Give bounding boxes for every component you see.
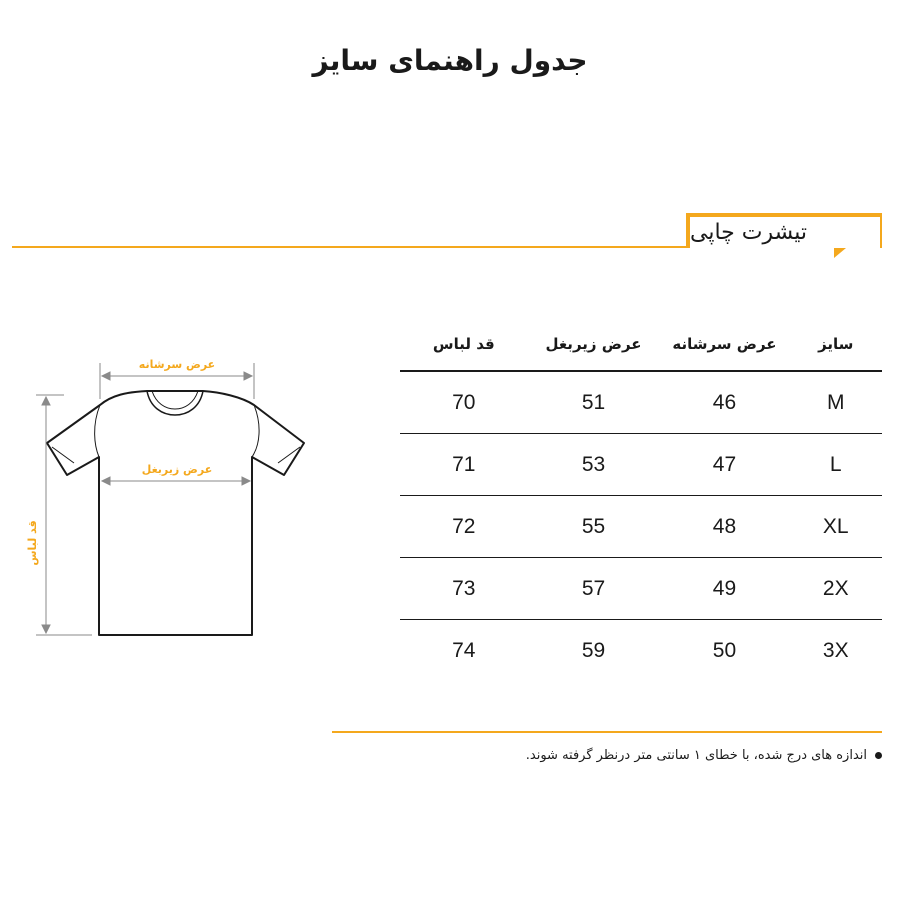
cell-size: 3X — [822, 638, 849, 662]
table-row — [400, 496, 882, 558]
cell-chest: 59 — [581, 638, 606, 662]
header-size: سایز — [790, 318, 883, 371]
cell-shoulder: 47 — [659, 434, 789, 496]
cell-length: 73 — [400, 558, 528, 620]
cell-length: 70 — [400, 371, 528, 434]
cell-shoulder: 46 — [659, 371, 789, 434]
measurement-note — [526, 748, 882, 763]
cell-size: 2X — [790, 558, 883, 620]
cell-shoulder: 50 — [712, 638, 737, 662]
table-header-row — [400, 318, 882, 371]
header-length: قد لباس — [400, 318, 528, 371]
header-chest-width: عرض زیربغل — [528, 318, 660, 371]
chest-label: عرض زیربغل — [141, 463, 213, 476]
cell-length: 72 — [400, 496, 528, 558]
shoulder-label: عرض سرشانه — [138, 358, 216, 371]
cell-shoulder: 48 — [659, 496, 789, 558]
note-divider — [332, 731, 882, 733]
size-table — [400, 318, 882, 681]
cell-length: 74 — [452, 638, 476, 662]
cell-size: L — [790, 434, 883, 496]
section-tab — [686, 213, 882, 248]
header-shoulder-width: عرض سرشانه — [659, 318, 789, 371]
cell-chest: 57 — [528, 558, 660, 620]
note-text: اندازه های درج شده، با خطای ۱ سانتی متر درنظر گرفته شوند. — [525, 748, 867, 763]
tshirt-diagram — [22, 345, 322, 645]
table-row — [400, 434, 882, 496]
cell-size: XL — [790, 496, 883, 558]
cell-chest: 51 — [528, 371, 660, 434]
section-label: تیشرت چاپی — [690, 217, 880, 248]
cell-length: 71 — [400, 434, 528, 496]
length-label: قد لباس — [26, 520, 39, 566]
cell-chest: 55 — [528, 496, 660, 558]
bullet-icon — [875, 752, 882, 759]
cell-size: M — [790, 371, 883, 434]
page-title: جدول راهنمای سایز — [312, 44, 588, 77]
section-tab-notch — [834, 248, 846, 258]
tshirt-outline — [47, 391, 304, 635]
cell-chest: 53 — [528, 434, 660, 496]
table-row — [400, 620, 882, 682]
table-row — [400, 558, 882, 620]
table-row — [400, 371, 882, 434]
cell-shoulder: 49 — [659, 558, 789, 620]
